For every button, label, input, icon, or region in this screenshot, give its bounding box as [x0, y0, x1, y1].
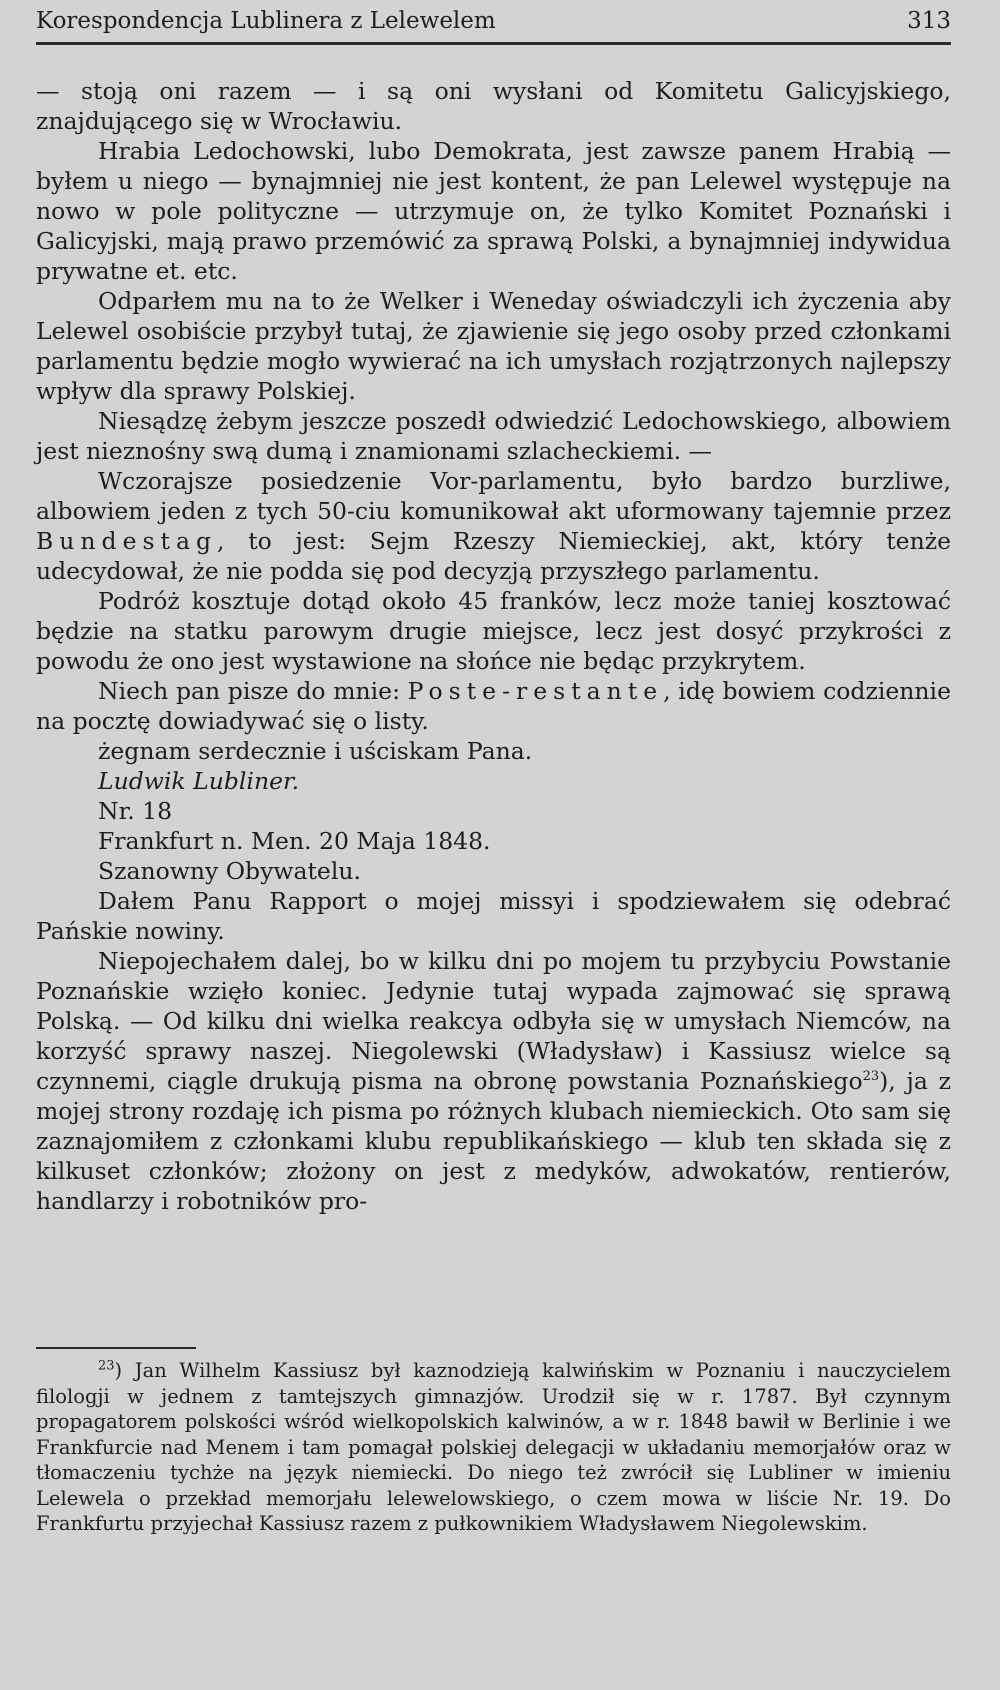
- footnote-text: [36, 1358, 951, 1537]
- header-rule: [36, 42, 951, 45]
- paragraph: żegnam serdecznie i uściskam Pana.: [98, 737, 533, 765]
- running-title: Korespondencja Lublinera z Lelewelem: [36, 8, 496, 34]
- text-run: , to jest: Sejm Rzeszy Niemieckiej, akt, który tenże udecydował, że nie podda się pod decyzją przyszłego parlamentu.: [36, 527, 951, 585]
- letter-number: Nr. 18: [98, 797, 173, 825]
- footnote-ref[interactable]: 23: [862, 1069, 880, 1085]
- spaced-text: Poste-restante: [407, 677, 664, 705]
- signature: Ludwik Lubliner.: [98, 767, 300, 795]
- running-header: [36, 8, 951, 42]
- text-run: ), ja z mojej strony rozdaję ich pisma po różnych klubach niemieckich. Oto sam się zaznajomiłem z członkami klubu republikańskiego — klub ten składa się z kilkuset członków; złożony on jest z medyków, adwokatów, rentierów, handlarzy i robotników pro-: [36, 1067, 951, 1215]
- paragraph: Dałem Panu Rapport o mojej missyi i spodziewałem się odebrać Pańskie nowiny.: [36, 887, 951, 945]
- salutation: Szanowny Obywatelu.: [98, 857, 361, 885]
- footnote-rule: [36, 1347, 196, 1349]
- paragraph: [36, 466, 951, 586]
- paragraph: Hrabia Ledochowski, lubo Demokrata, jest zawsze panem Hrabią — byłem u niego — bynajmniej nie jest kontent, że pan Lelewel występuje na nowo w pole polityczne — utrzymuje on, że tylko Komitet Poznański i Galicyjski, mają prawo przemówić za sprawą Polski, a bynajmniej indywidua prywatne et. etc.: [36, 137, 951, 285]
- footnote-number: 23: [98, 1358, 115, 1374]
- paragraph: Niesądzę żebym jeszcze poszedł odwiedzić Ledochowskiego, albowiem jest nieznośny swą dumą i znamionami szlacheckiemi. —: [36, 407, 951, 465]
- paragraph: [36, 946, 951, 1216]
- spaced-text: Bundestag: [36, 527, 218, 555]
- footnote: [36, 1358, 951, 1537]
- paragraph: [36, 676, 951, 736]
- text-run: Niech pan pisze do mnie:: [98, 677, 400, 705]
- letter-body: [36, 76, 951, 1216]
- text-run: Niepojechałem dalej, bo w kilku dni po mojem tu przybyciu Powstanie Poznańskie wzięło koniec. Jedynie tutaj wypada zajmować się sprawą Polską. — Od kilku dni wielka reakcya odbyła się w umysłach Niemców, na korzyść sprawy naszej. Niegolewski (Władysław) i Kassiusz wielce są czynnemi, ciągle drukują pisma na obronę powstania Poznańskiego: [36, 947, 951, 1095]
- paragraph: — stoją oni razem — i są oni wysłani od Komitetu Galicyjskiego, znajdującego się w Wrocławiu.: [36, 77, 951, 135]
- place-date: Frankfurt n. Men. 20 Maja 1848.: [98, 827, 491, 855]
- text-run: Wczorajsze posiedzenie Vor-parlamentu, było bardzo burzliwe, albowiem jeden z tych 50-ciu komunikował akt uformowany tajemnie przez: [36, 467, 951, 525]
- paragraph: Podróż kosztuje dotąd około 45 franków, lecz może taniej kosztować będzie na statku parowym drugie miejsce, lecz jest dosyć przykrości z powodu że ono jest wystawione na słońce nie będąc przykrytem.: [36, 587, 951, 675]
- paragraph: Odparłem mu na to że Welker i Weneday oświadczyli ich życzenia aby Lelewel osobiście przybył tutaj, że zjawienie się jego osoby przed członkami parlamentu będzie mogło wywierać na ich umysłach rozjątrzonych najlepszy wpływ dla sprawy Polskiej.: [36, 287, 951, 405]
- page-number: 313: [907, 8, 951, 34]
- text-run: ) Jan Wilhelm Kassiusz był kaznodzieją kalwińskim w Poznaniu i nauczycielem filologji w jednem z tamtejszych gimnazjów. Urodził się w r. 1787. Był czynnym propagatorem polskości wśród wielkopolskich kalwinów, a w r. 1848 bawił w Berlinie i we Frankfurcie nad Menem i tam pomagał polskiej delegacji w układaniu memorjałów oraz w tłomaczeniu tychże na język niemiecki. Do niego też zwrócił się Lubliner w imieniu Lelewela o przekład memorjału lelewelowskiego, o czem mowa w liście Nr. 19. Do Frankfurtu przyjechał Kassiusz razem z pułkownikiem Władysławem Niegolewskim.: [36, 1359, 951, 1535]
- text-run: , idę bowiem codziennie na pocztę dowiadywać się o listy.: [36, 677, 951, 735]
